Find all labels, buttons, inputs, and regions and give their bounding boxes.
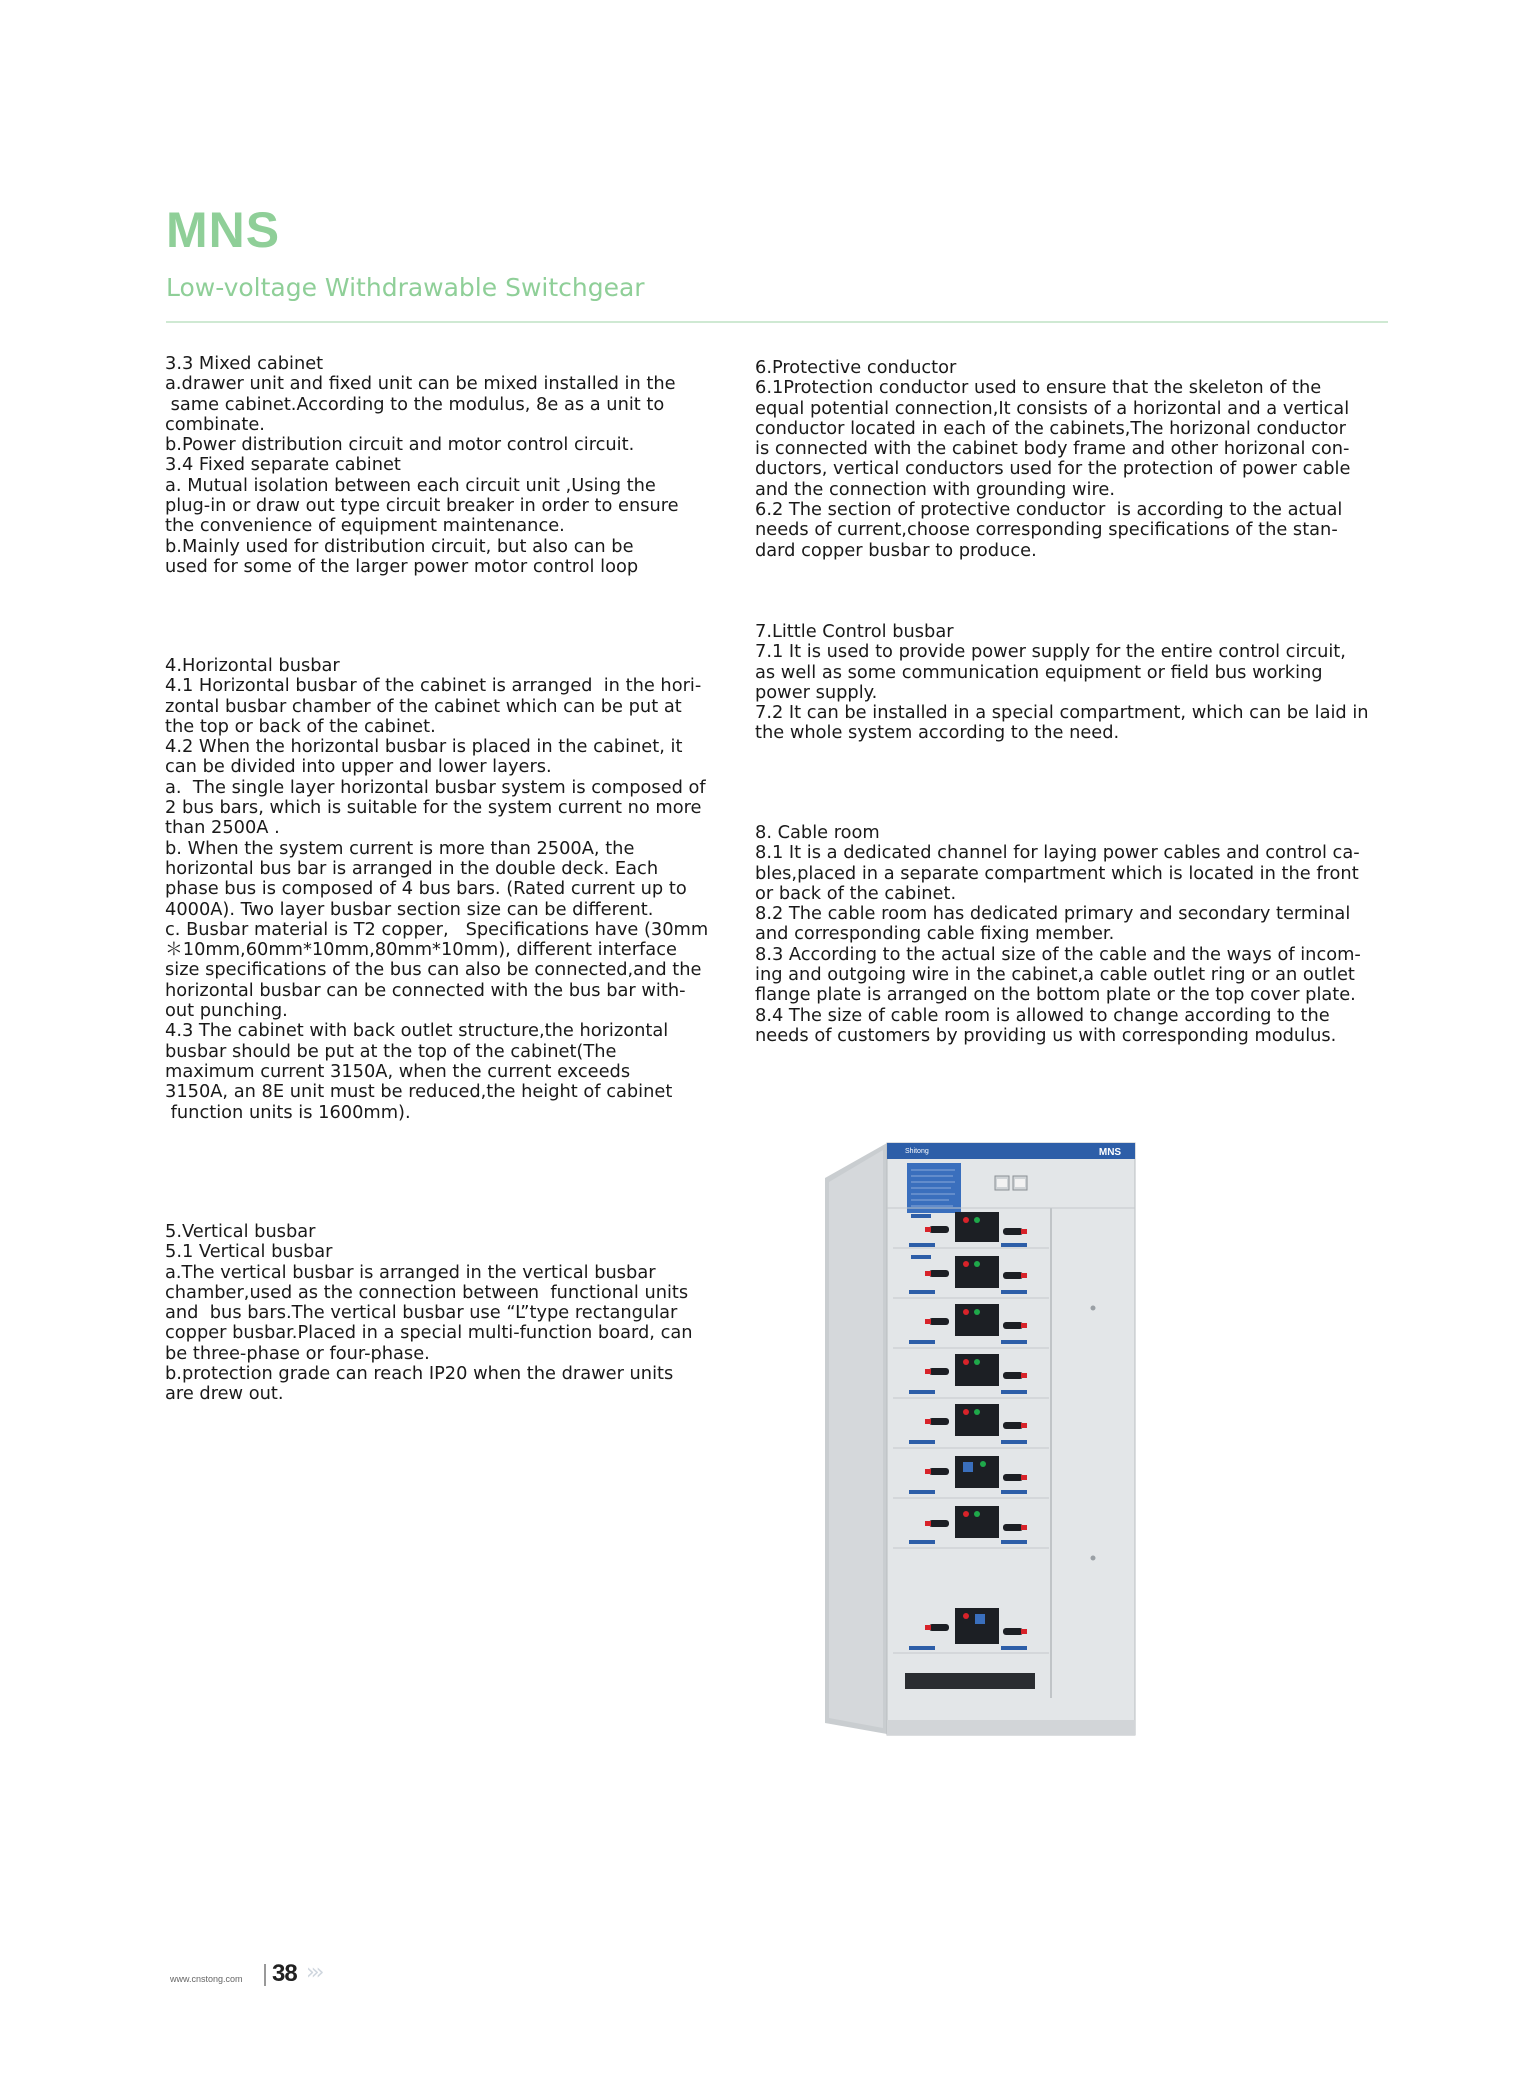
text-line: 5.Vertical busbar bbox=[165, 1221, 316, 1242]
text-line: used for some of the larger power motor control loop bbox=[165, 555, 639, 577]
text-line: is connected with the cabinet body frame and other horizonal con- bbox=[755, 438, 1350, 460]
cabinet-model-label: MNS bbox=[1098, 1147, 1122, 1158]
text-line: b.Mainly used for distribution circuit, but also can be bbox=[165, 535, 634, 557]
text-line: 4.1 Horizontal busbar of the cabinet is arranged in the hori- bbox=[165, 675, 702, 697]
text-line: 4.2 When the horizontal busbar is placed in the cabinet, it bbox=[165, 736, 683, 758]
text-line: needs of customers by providing us with corresponding modulus. bbox=[755, 1024, 1337, 1046]
page-title: MNS bbox=[166, 202, 281, 258]
indicator-green bbox=[974, 1217, 980, 1223]
cabinet-bottom-vent bbox=[905, 1673, 1035, 1689]
text-line: than 2500A . bbox=[165, 817, 280, 839]
text-line: are drew out. bbox=[165, 1383, 284, 1405]
text-line: out punching. bbox=[165, 1000, 288, 1022]
text-line: copper busbar.Placed in a special multi-function board, can bbox=[165, 1322, 693, 1344]
text-line: or back of the cabinet. bbox=[755, 882, 957, 904]
chevron-right-icon: ››› bbox=[306, 1960, 321, 1985]
text-line: the convenience of equipment maintenance. bbox=[165, 515, 565, 537]
text-line: the top or back of the cabinet. bbox=[165, 715, 436, 737]
text-line: 8.2 The cable room has dedicated primary and secondary terminal bbox=[755, 903, 1351, 925]
footer-url: www.cnstong.com bbox=[170, 1974, 243, 1984]
text-line: 3.3 Mixed cabinet bbox=[165, 353, 324, 374]
text-line: flange plate is arranged on the bottom plate or the top cover plate. bbox=[755, 984, 1356, 1006]
page-subtitle: Low-voltage Withdrawable Switchgear bbox=[166, 273, 645, 302]
text-line: horizontal busbar can be connected with the bus bar with- bbox=[165, 979, 686, 1001]
switchgear-cabinet-photo bbox=[825, 1138, 1145, 1738]
module-panel bbox=[955, 1212, 999, 1242]
text-line: combinate. bbox=[165, 413, 265, 435]
text-line: b.Power distribution circuit and motor control circuit. bbox=[165, 434, 635, 456]
text-line: be three-phase or four-phase. bbox=[165, 1342, 430, 1364]
text-line: and bus bars.The vertical busbar use “L”type rectangular bbox=[165, 1302, 678, 1324]
text-line: the whole system according to the need. bbox=[755, 722, 1120, 744]
text-line: c. Busbar material is T2 copper, Specifications have (30mm bbox=[165, 918, 709, 940]
page-number: 38 bbox=[272, 1960, 297, 1987]
text-line: conductor located in each of the cabinets,The horizonal conductor bbox=[755, 417, 1346, 439]
indicator-red bbox=[963, 1217, 969, 1223]
text-line: needs of current,choose corresponding specifications of the stan- bbox=[755, 519, 1338, 541]
text-line: 5.1 Vertical busbar bbox=[165, 1241, 333, 1263]
section-vertical-busbar bbox=[165, 1222, 693, 1405]
text-line: function units is 1600mm). bbox=[165, 1101, 411, 1123]
text-line: 6.Protective conductor bbox=[755, 357, 957, 378]
text-line: a. The single layer horizontal busbar system is composed of bbox=[165, 776, 706, 798]
text-line: a.The vertical busbar is arranged in the vertical busbar bbox=[165, 1261, 656, 1283]
text-line: 4.Horizontal busbar bbox=[165, 655, 340, 676]
section-cable-room bbox=[755, 823, 1361, 1046]
text-line: 4.3 The cabinet with back outlet structure,the horizontal bbox=[165, 1020, 669, 1042]
text-line: 7.1 It is used to provide power supply for the entire control circuit, bbox=[755, 641, 1346, 663]
text-line: and the connection with grounding wire. bbox=[755, 478, 1115, 500]
text-line: chamber,used as the connection between functional units bbox=[165, 1281, 689, 1303]
text-line: a. Mutual isolation between each circuit unit ,Using the bbox=[165, 474, 656, 496]
text-line: can be divided into upper and lower layers. bbox=[165, 756, 552, 778]
text-line: zontal busbar chamber of the cabinet which can be put at bbox=[165, 695, 682, 717]
text-line: b. When the system current is more than 2500A, the bbox=[165, 837, 635, 859]
text-line: 6.1Protection conductor used to ensure that the skeleton of the bbox=[755, 377, 1322, 399]
text-line: 8.4 The size of cable room is allowed to change according to the bbox=[755, 1004, 1330, 1026]
footer-divider bbox=[264, 1964, 266, 1986]
text-line: same cabinet.According to the modulus, 8e as a unit to bbox=[165, 393, 665, 415]
section-horizontal-busbar bbox=[165, 656, 708, 1123]
text-line: 7.2 It can be installed in a special compartment, which can be laid in bbox=[755, 702, 1369, 724]
text-line: equal potential connection,It consists of a horizontal and a vertical bbox=[755, 397, 1350, 419]
text-line: bles,placed in a separate compartment which is located in the front bbox=[755, 862, 1359, 884]
text-line: phase bus is composed of 4 bus bars. (Rated current up to bbox=[165, 878, 687, 900]
text-line: 3.4 Fixed separate cabinet bbox=[165, 454, 401, 476]
cabinet-brand-label: Shitong bbox=[905, 1148, 929, 1155]
text-line: 7.Little Control busbar bbox=[755, 621, 954, 642]
header-divider bbox=[166, 321, 1388, 323]
text-line: 2 bus bars, which is suitable for the system current no more bbox=[165, 797, 702, 819]
text-line: power supply. bbox=[755, 681, 878, 703]
text-line: as well as some communication equipment or field bus working bbox=[755, 661, 1323, 683]
text-line: 8.3 According to the actual size of the cable and the ways of incom- bbox=[755, 943, 1361, 965]
text-line: ＊10mm,60mm*10mm,80mm*10mm), different interface bbox=[165, 939, 677, 961]
section-protective-conductor bbox=[755, 358, 1350, 561]
text-line: 3150A, an 8E unit must be reduced,the height of cabinet bbox=[165, 1081, 673, 1103]
text-line: 6.2 The section of protective conductor is according to the actual bbox=[755, 499, 1343, 521]
text-line: ductors, vertical conductors used for the protection of power cable bbox=[755, 458, 1351, 480]
text-line: dard copper busbar to produce. bbox=[755, 539, 1037, 561]
section-little-control-busbar bbox=[755, 622, 1369, 744]
text-line: 8.1 It is a dedicated channel for laying power cables and control ca- bbox=[755, 842, 1360, 864]
text-line: 4000A). Two layer busbar section size can be different. bbox=[165, 898, 654, 920]
text-line: horizontal bus bar is arranged in the double deck. Each bbox=[165, 857, 659, 879]
text-line: ing and outgoing wire in the cabinet,a cable outlet ring or an outlet bbox=[755, 964, 1355, 986]
text-line: b.protection grade can reach IP20 when the drawer units bbox=[165, 1363, 674, 1385]
section-mixed-fixed-cabinet bbox=[165, 354, 679, 577]
text-line: size specifications of the bus can also be connected,and the bbox=[165, 959, 702, 981]
text-line: 8. Cable room bbox=[755, 822, 880, 843]
text-line: maximum current 3150A, when the current exceeds bbox=[165, 1060, 631, 1082]
text-line: a.drawer unit and fixed unit can be mixed installed in the bbox=[165, 373, 676, 395]
text-line: plug-in or draw out type circuit breaker in order to ensure bbox=[165, 495, 679, 517]
text-line: and corresponding cable fixing member. bbox=[755, 923, 1115, 945]
text-line: busbar should be put at the top of the cabinet(The bbox=[165, 1040, 617, 1062]
